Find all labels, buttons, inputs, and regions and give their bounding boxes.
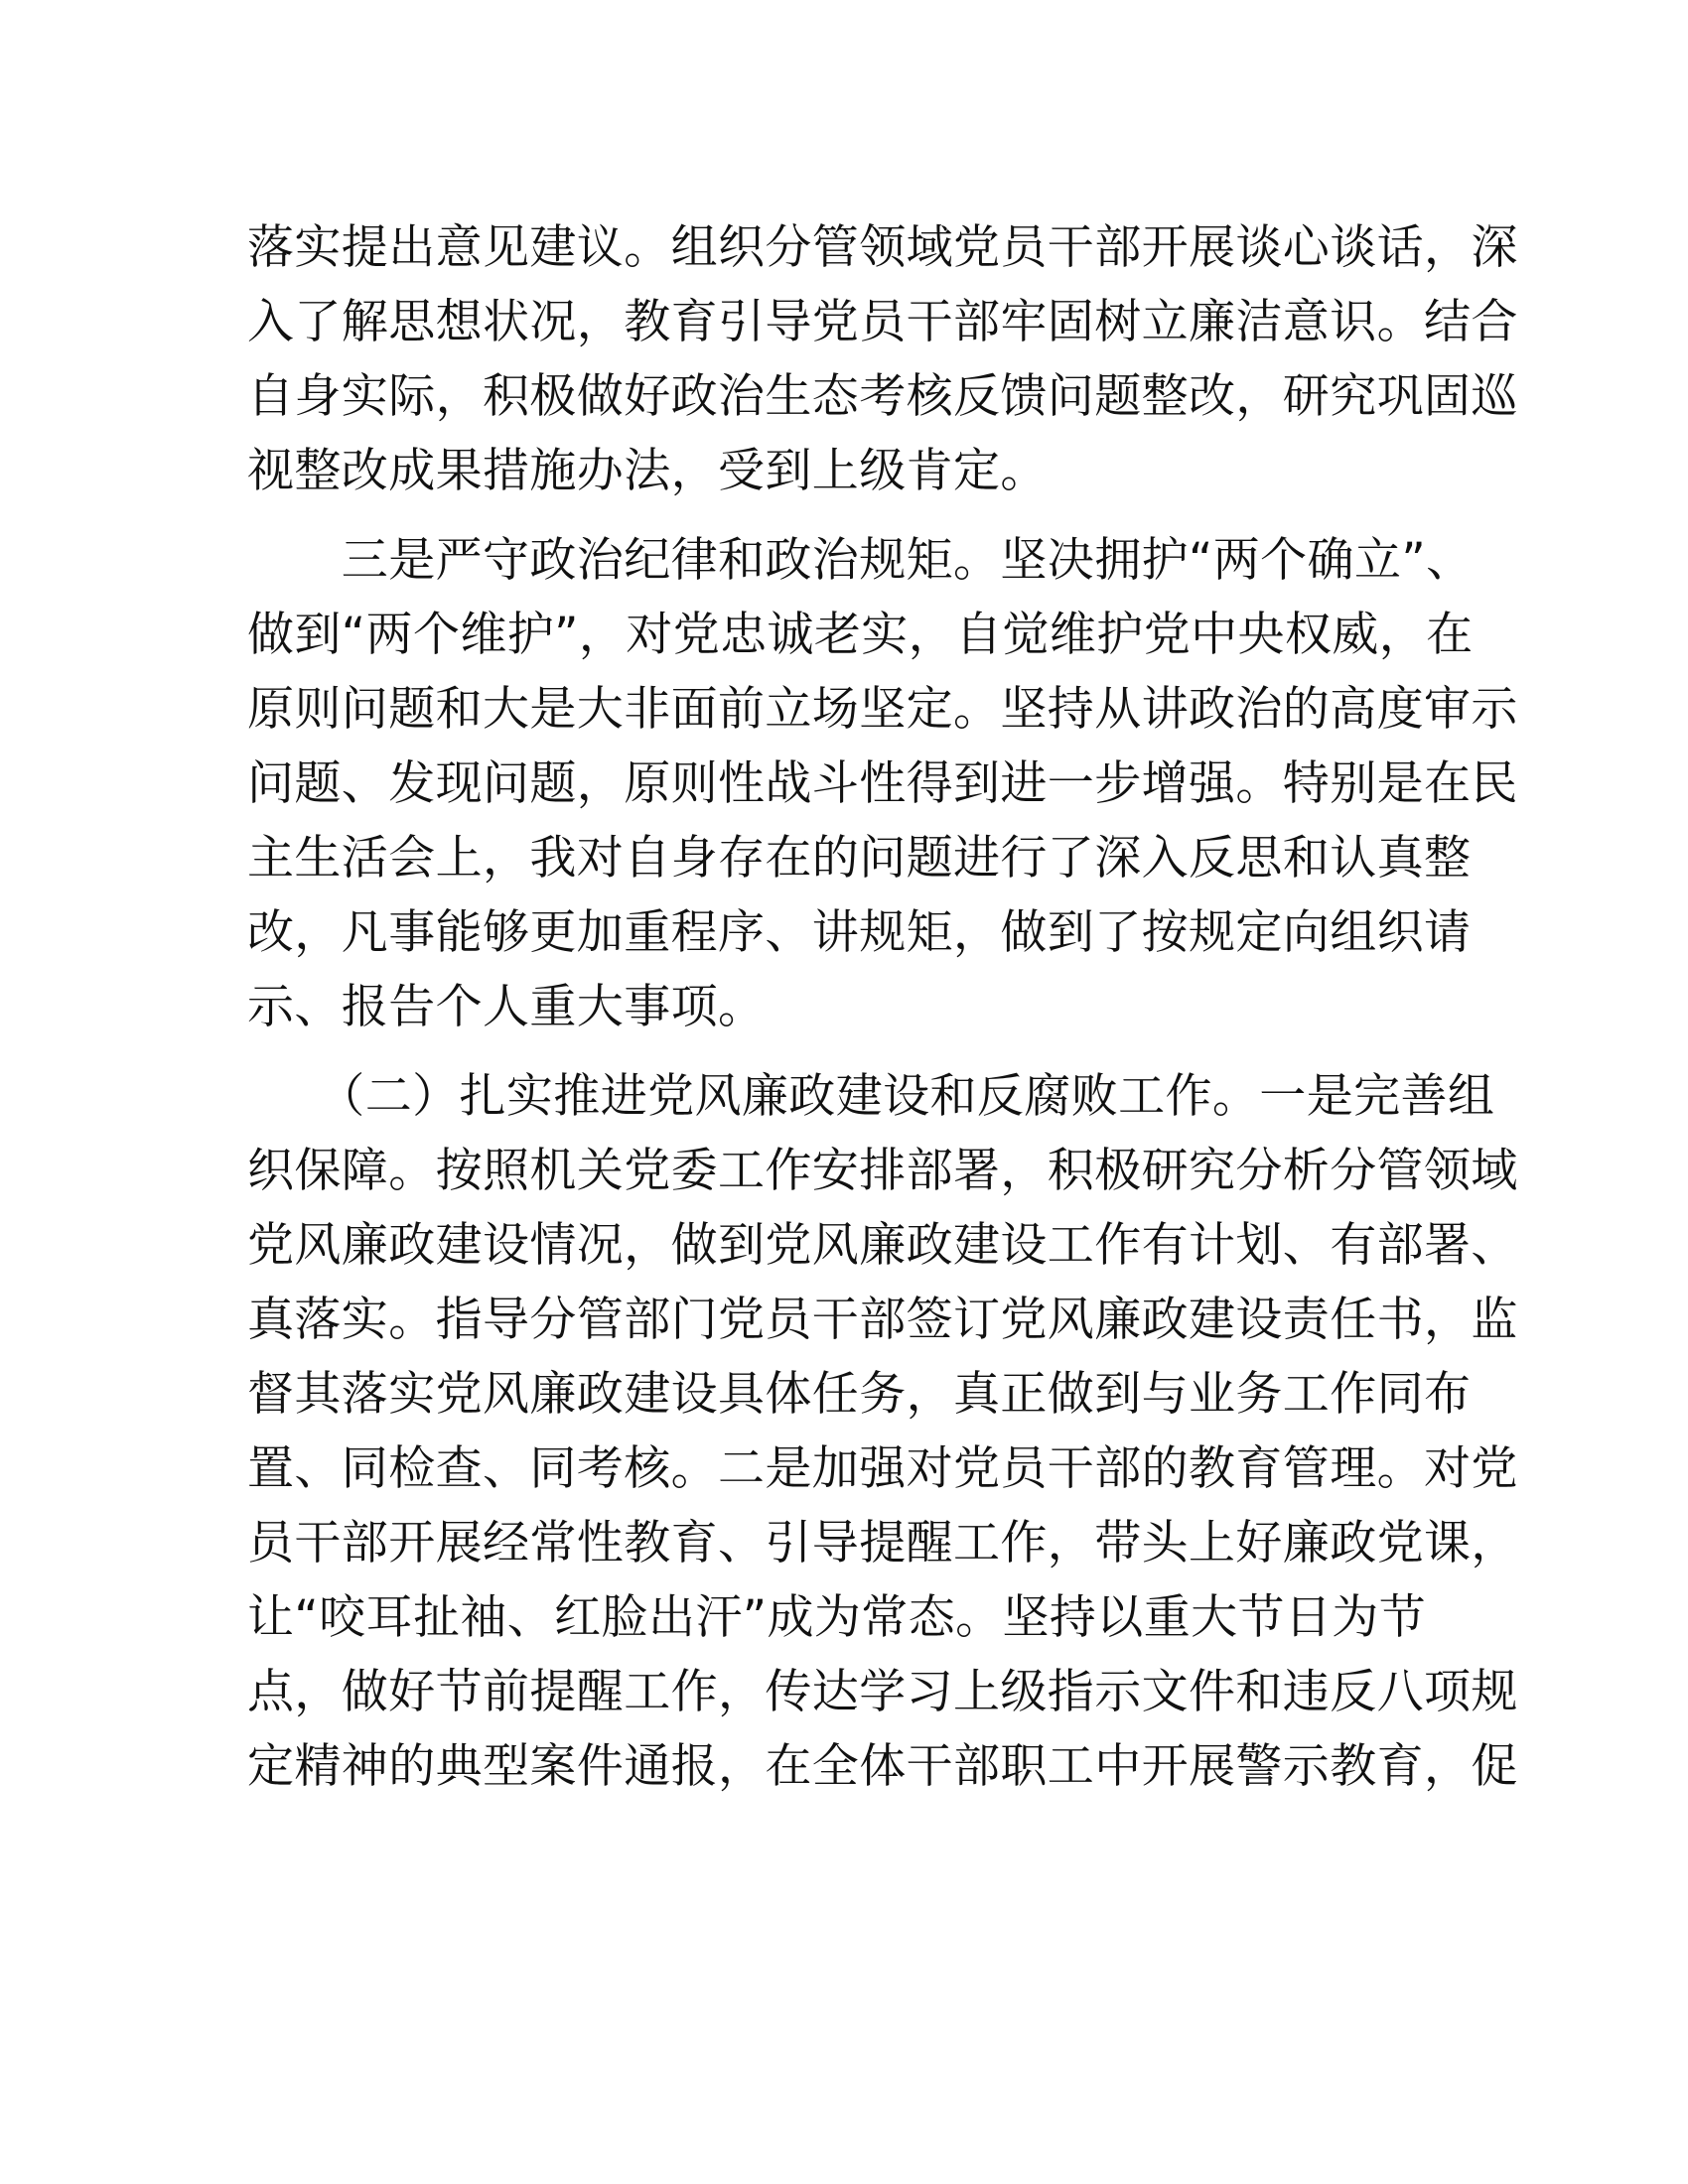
text-line: 问题、发现问题，原则性战斗性得到进一步增强。特别是在民 xyxy=(247,756,1518,811)
text-line: 织保障。按照机关党委工作安排部署，积极研究分析分管领域 xyxy=(247,1144,1518,1198)
text-line: 落实提出意见建议。组织分管领域党员干部开展谈心谈话，深 xyxy=(247,220,1518,275)
text-line: 示、报告个人重大事项。 xyxy=(247,980,766,1034)
document-body xyxy=(247,210,1518,1804)
text-line: 改，凡事能够更加重程序、讲规矩，做到了按规定向组织请 xyxy=(247,905,1472,960)
paragraph-3 xyxy=(247,1059,1518,1804)
text-line: 原则问题和大是大非面前立场坚定。坚持从讲政治的高度审示 xyxy=(247,682,1518,737)
text-line: 做到“两个维护”，对党忠诚老实，自觉维护党中央权威，在 xyxy=(247,608,1474,662)
text-line: 党风廉政建设情况，做到党风廉政建设工作有计划、有部署、 xyxy=(247,1218,1518,1273)
text-line: 真落实。指导分管部门党员干部签订党风廉政建设责任书，监 xyxy=(247,1293,1518,1347)
text-line: 点，做好节前提醒工作，传达学习上级指示文件和违反八项规 xyxy=(247,1665,1518,1719)
text-line: 自身实际，积极做好政治生态考核反馈问题整改，研究巩固巡 xyxy=(247,369,1518,424)
text-line: 督其落实党风廉政建设具体任务，真正做到与业务工作同布 xyxy=(247,1367,1472,1422)
text-line: 三是严守政治纪律和政治规矩。坚决拥护“两个确立”、 xyxy=(247,533,1474,588)
text-line: （二）扎实推进党风廉政建设和反腐败工作。一是完善组 xyxy=(247,1069,1495,1124)
text-line: 视整改成果措施办法，受到上级肯定。 xyxy=(247,444,1048,498)
paragraph-1 xyxy=(247,210,1518,508)
text-line: 让“咬耳扯袖、红脸出汗”成为常态。坚持以重大节日为节 xyxy=(247,1590,1427,1645)
text-line: 定精神的典型案件通报，在全体干部职工中开展警示教育，促 xyxy=(247,1739,1518,1794)
paragraph-2 xyxy=(247,523,1518,1044)
text-line: 入了解思想状况，教育引导党员干部牢固树立廉洁意识。结合 xyxy=(247,295,1518,349)
text-line: 员干部开展经常性教育、引导提醒工作，带头上好廉政党课， xyxy=(247,1516,1518,1570)
text-line: 主生活会上，我对自身存在的问题进行了深入反思和认真整 xyxy=(247,831,1472,886)
text-line: 置、同检查、同考核。二是加强对党员干部的教育管理。对党 xyxy=(247,1441,1518,1496)
